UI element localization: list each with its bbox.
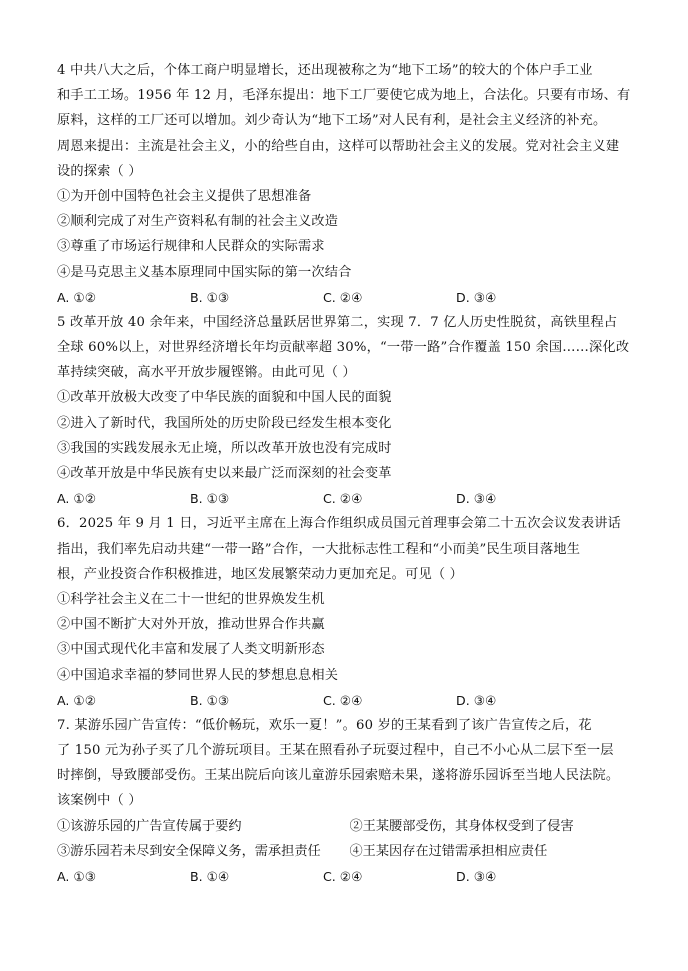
- question-5-stem-line: 全球 60%以上，对世界经济增长年均贡献率超 30%，“一带一路”合作覆盖 150 余国……深化改: [57, 340, 630, 356]
- question-7-stem-line: 7. 某游乐园广告宣传：“低价畅玩，欢乐一夏！”。60 岁的王某看到了该广告宣传之后，花: [57, 717, 592, 733]
- question-7-option-b[interactable]: B. ①④: [190, 869, 230, 884]
- question-7-option-a[interactable]: A. ①③: [57, 869, 96, 884]
- question-6-statement-1: ①科学社会主义在二十一世纪的世界焕发生机: [57, 591, 325, 607]
- question-4-option-a[interactable]: A. ①②: [57, 289, 96, 305]
- question-4-stem-line: 周恩来提出：主流是社会主义，小的给些自由，这样可以帮助社会主义的发展。党对社会主义建: [57, 138, 620, 154]
- question-7-statement-3: ③游乐园若未尽到安全保障义务，需承担责任: [57, 843, 321, 859]
- question-4-option-d[interactable]: D. ③④: [456, 289, 497, 305]
- question-5-statement-4: ④改革开放是中华民族有史以来最广泛而深刻的社会变革: [57, 466, 392, 481]
- question-5-stem-line: 革持续突破，高水平开放步履铿锵。由此可见（ ）: [57, 365, 356, 381]
- question-5-statement-3: ③我国的实践发展永无止境，所以改革开放也没有完成时: [57, 440, 392, 456]
- question-6: [57, 511, 642, 713]
- question-7-stem-line: 了 150 元为孙子买了几个游玩项目。王某在照看孙子玩耍过程中，自己不小心从二层下至一层: [57, 743, 614, 759]
- question-4-statement-1: ①为开创中国特色社会主义提供了思想准备: [57, 188, 312, 204]
- question-4-stem-line: 设的探索（ ）: [57, 163, 142, 179]
- question-4-options: [57, 285, 642, 310]
- question-6-statement-3: ③中国式现代化丰富和发展了人类文明新形态: [57, 642, 325, 658]
- question-6-options: [57, 688, 642, 713]
- question-7-stem-line: 时摔倒，导致腰部受伤。王某出院后向该儿童游乐园索赔未果，遂将游乐园诉至当地人民法院。: [57, 768, 620, 784]
- question-5-statement-1: ①改革开放极大改变了中华民族的面貌和中国人民的面貌: [57, 390, 392, 406]
- question-7-statement-4: ④王某因存在过错需承担相应责任: [349, 843, 548, 859]
- question-4-stem-line: 4 中共八大之后，个体工商户明显增长，还出现被称之为“地下工场”的较大的个体户手工业: [57, 63, 593, 78]
- question-7: [57, 713, 642, 889]
- question-4-stem-line: 和手工工场。1956 年 12 月，毛泽东提出：地下工厂要使它成为地上，合法化。只要有市场、有: [57, 88, 631, 104]
- question-4-statement-2: ②顺利完成了对生产资料私有制的社会主义改造: [57, 214, 339, 230]
- question-6-stem-line: 6．2025 年 9 月 1 日，习近平主席在上海合作组织成员国元首理事会第二十五次会议发表讲话: [57, 516, 622, 532]
- question-7-option-c[interactable]: C. ②④: [323, 869, 363, 884]
- question-6-option-b[interactable]: B. ①③: [190, 692, 230, 708]
- question-5: [57, 310, 642, 512]
- question-6-option-d[interactable]: D. ③④: [456, 692, 497, 708]
- question-4-statement-4: ④是马克思主义基本原理同中国实际的第一次结合: [57, 264, 352, 280]
- question-4-stem-line: 原料，这样的工厂还可以增加。刘少奇认为“地下工场”对人民有利，是社会主义经济的补充。: [57, 113, 607, 129]
- question-page: [57, 58, 642, 889]
- question-5-stem-line: 5 改革开放 40 余年来，中国经济总量跃居世界第二，实现 7．7 亿人历史性脱贫，高铁里程占: [57, 314, 618, 330]
- question-5-option-b[interactable]: B. ①③: [190, 491, 230, 507]
- question-4: [57, 58, 642, 310]
- question-5-statement-2: ②进入了新时代，我国所处的历史阶段已经发生根本变化: [57, 415, 392, 431]
- question-7-option-d[interactable]: D. ③④: [456, 869, 497, 884]
- question-7-options: [57, 864, 642, 889]
- question-7-statement-2: ②王某腰部受伤，其身体权受到了侵害: [349, 818, 574, 834]
- question-6-statement-2: ②中国不断扩大对外开放，推动世界合作共赢: [57, 617, 325, 633]
- question-6-option-c[interactable]: C. ②④: [323, 692, 363, 708]
- question-6-stem-line: 指出，我们率先启动共建“一带一路”合作，一大批标志性工程和“小而美”民生项目落地生: [57, 541, 581, 557]
- question-4-option-c[interactable]: C. ②④: [323, 289, 363, 305]
- question-7-statements-row-2: [57, 839, 642, 864]
- question-6-statement-4: ④中国追求幸福的梦同世界人民的梦想息息相关: [57, 667, 339, 683]
- question-7-statement-1: ①该游乐园的广告宣传属于要约: [57, 818, 242, 834]
- question-7-stem-line: 该案例中（ ）: [57, 793, 142, 809]
- question-6-stem-line: 根，产业投资合作积极推进，地区发展繁荣动力更加充足。可见（ ）: [57, 566, 464, 582]
- question-5-option-c[interactable]: C. ②④: [323, 491, 363, 507]
- question-4-option-b[interactable]: B. ①③: [190, 289, 230, 305]
- question-5-option-a[interactable]: A. ①②: [57, 491, 96, 507]
- question-5-option-d[interactable]: D. ③④: [456, 491, 497, 507]
- question-7-statements-row-1: [57, 814, 642, 839]
- question-4-statement-3: ③尊重了市场运行规律和人民群众的实际需求: [57, 239, 325, 255]
- question-6-option-a[interactable]: A. ①②: [57, 692, 96, 708]
- question-5-options: [57, 486, 642, 511]
